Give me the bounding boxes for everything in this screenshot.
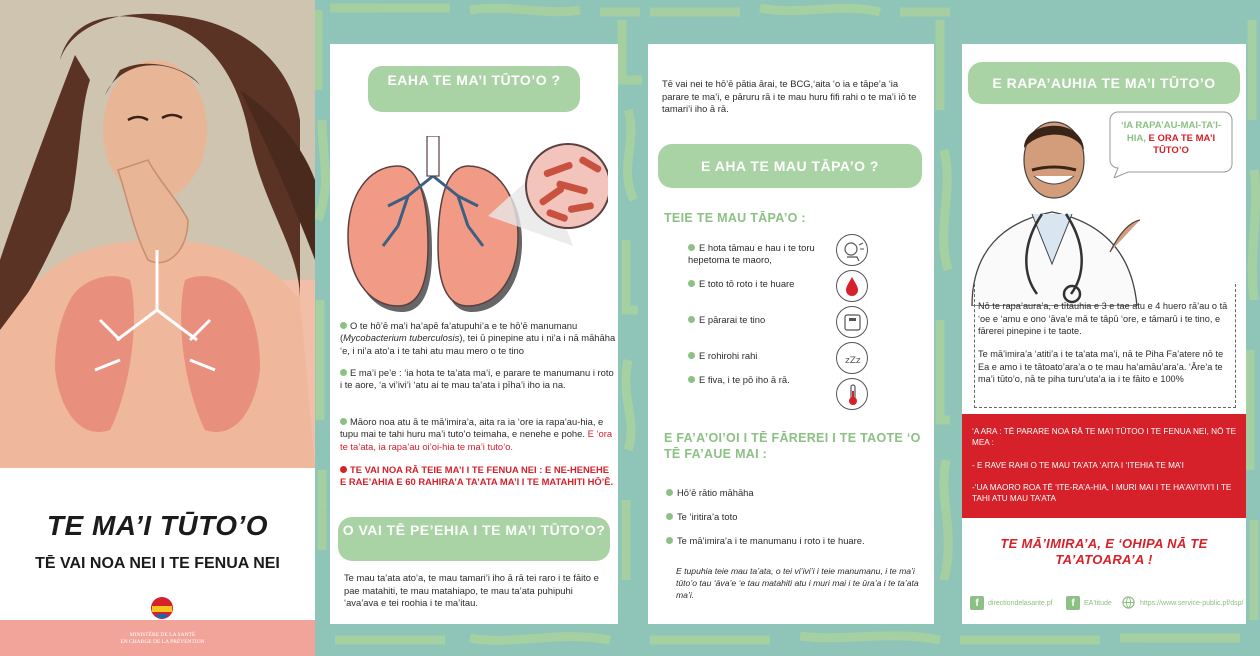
subheading-signs: TEIE TE MAU TĀPA’O : bbox=[664, 211, 806, 225]
action-blood-test: Te ‘iritira’a toto bbox=[666, 511, 916, 523]
facebook-icon: f bbox=[970, 596, 984, 610]
bullet-definition: O te hō’ē ma’i ha’apē fa’atupuhi’a e te hō’ē manumanu (Mycobacterium tuberculosis), tei ū pinepine atu i ni’a i nā māhāha ‘e, i ni’a ato’a i te tahi atu mau mero o te tino bbox=[340, 320, 616, 356]
bullet-warning: TE VAI NOA RĀ TEIE MA’I I TE FENUA NEI : E NE-HENEHE E RAE’AHIA E 60 RAHIRA’A TA’ATA MA’I I TE MATAHITI HŌ’Ē. bbox=[340, 464, 614, 488]
risk-groups-text: Te mau ta’ata ato’a, te mau tamari’i iho ā rā tei raro i te fāito e pae matahiti, te mau matahiapo, te mau ta’ata puhipuhi ‘ava’ava e tei roohia i te ma’itau. bbox=[344, 572, 599, 608]
bullet-contagious: E ma’i pe’e : ‘ia hota te ta’ata ma’i, e parare te manumanu i roto i te aore, ‘a vi’ivi’i ‘atu ai te mau ta’ata i pīha’i iho ia na. bbox=[340, 367, 614, 391]
bcg-intro-text: Tē vai nei te hō’ē pātia ārai, te BCG,‘aita ‘o ia e tāpe’a ‘ia parare te ma’i, e pāruru rā i te mau huru fifi rahi o te ma’i iō te tamari’i iho ā rā. bbox=[662, 78, 917, 114]
closing-slogan: TE MĀ’IMIRA’A, E ‘OHIPA NĀ TE TA’ATOARA’A ! bbox=[1000, 536, 1208, 567]
treatment-coverage-text: Te mā’imira’a ‘atiti’a i te ta’ata ma’i, nā te Piha Fa’atere nō te Ea e amo i te tātoato’ara’a o te mau ha’amāu’ara’a. ‘Āre’a te ma’i tūto’o, nā te piha turu’uta’a ia i te fāito e 100% bbox=[978, 349, 1224, 384]
website-link[interactable]: https://www.service-public.pf/dsp/ bbox=[1140, 600, 1244, 607]
facebook-link-eatitude[interactable]: EA'titude bbox=[1084, 600, 1112, 607]
coughing-woman-illustration bbox=[0, 0, 315, 468]
scale-icon bbox=[836, 306, 868, 338]
treatment-panel bbox=[962, 44, 1246, 624]
heading-treatment: E RAPA’AUHIA TE MA’I TŪTO’O bbox=[968, 62, 1240, 104]
what-is-tb-panel bbox=[330, 44, 618, 624]
lungs-illustration bbox=[338, 136, 608, 316]
blood-drop-icon bbox=[836, 270, 868, 302]
warning-intro: ‘A ARA : TĒ PARARE NOA RĀ TE MA’I TŪTOO I TE FENUA NEI, NŌ TE MEA : bbox=[972, 427, 1237, 447]
globe-icon bbox=[1122, 596, 1135, 609]
contact-note: E tupuhia teie mau ta’ata, o tei vi’ivi’i i teie manumanu, i te ma’i tūto’o tau ‘āva’e ‘e tau matahiti atu i muri mai i te ūra’a i te ta’ata ma’i. bbox=[676, 566, 919, 600]
symptom-weight-loss: E pārarai te tino bbox=[688, 314, 848, 326]
bullet-treatment: Māoro noa atu ā te mā’imira’a, aita ra ia ‘ore ia rapa’au-hia, e tupu mai te tahi huru ma’i tuto’o teimaha, e nenehe e pohe. E ‘ora te ta’ata, ia rapa’au oi’oi-hia te ma’i tuto’o. bbox=[340, 416, 613, 452]
symptom-cough: E hota tāmau e hau i te toru hepetoma te maoro, bbox=[688, 242, 815, 265]
heading-what-is-tb: EAHA TE MA’I TŪTO’O ? bbox=[368, 66, 580, 112]
cough-icon bbox=[836, 234, 868, 266]
warning-box bbox=[962, 414, 1246, 518]
sleep-icon bbox=[836, 342, 868, 374]
treatment-duration-text: Nō te rapa’aura’a, e tītauhia e 3 e tae atu e 4 huero rā’au o tā ‘oe e ‘amu e ono ‘āva’e mā te tāpū ‘ore, e tāmarū i te tino, e fārerei pinepine i te taote. bbox=[978, 301, 1228, 336]
action-sputum-test: Te mā’imira’a i te manumanu i roto i te huare. bbox=[666, 535, 916, 547]
symptom-fever: E fiva, i te pō iho ā rā. bbox=[688, 374, 848, 386]
speech-bubble-text: ‘IA RAPA’AU-MAI-TA’I-HIA, E ORA TE MA’I TŪTO’O bbox=[1120, 120, 1222, 156]
heading-symptoms: E AHA TE MAU TĀPA’O ? bbox=[658, 144, 922, 188]
warning-point-1: - E RAVE RAHI O TE MAU TA’ATA ‘AITA I ‘ITEHIA TE MA’I bbox=[972, 461, 1184, 470]
symptoms-panel bbox=[648, 44, 934, 624]
ministry-label: MINISTÈRE DE LA SANTÉ EN CHARGE DE LA PRÉVENTION bbox=[120, 632, 205, 645]
svg-text:zZz: zZz bbox=[845, 356, 861, 366]
polynesia-emblem-icon bbox=[150, 596, 174, 622]
symptom-blood: E toto tō roto i te huare bbox=[688, 278, 848, 290]
subheading-see-doctor: E FA’A’OI’OI I TĒ FĀREREI I TE TAOTE ‘O TĒ FA’AUE MAI : bbox=[664, 431, 921, 461]
cover-panel bbox=[0, 0, 315, 656]
action-xray: Hō’ē rātio māhāha bbox=[666, 487, 916, 499]
footer-links bbox=[962, 592, 1246, 616]
warning-point-2: -‘UA MAORO ROA TĒ ‘ITE-RA’A-HIA, I MURI MAI I TE HA’AVI’IVI’I I TE TAHI ATU MAU TA’ATA bbox=[972, 483, 1232, 503]
cover-subtitle: TĒ VAI NOA NEI I TE FENUA NEI bbox=[35, 555, 280, 572]
cover-title: TE MA’I TŪTO’O bbox=[46, 510, 269, 541]
facebook-link-directiondelasante[interactable]: directiondelasante.pf bbox=[988, 600, 1053, 607]
symptom-fatigue: E rohirohi rahi bbox=[688, 350, 848, 362]
thermometer-icon bbox=[836, 378, 868, 410]
facebook-icon: f bbox=[1066, 596, 1080, 610]
heading-who-is-at-risk: O VAI TĒ PE’EHIA I TE MA’I TŪTO’O? bbox=[338, 517, 610, 561]
